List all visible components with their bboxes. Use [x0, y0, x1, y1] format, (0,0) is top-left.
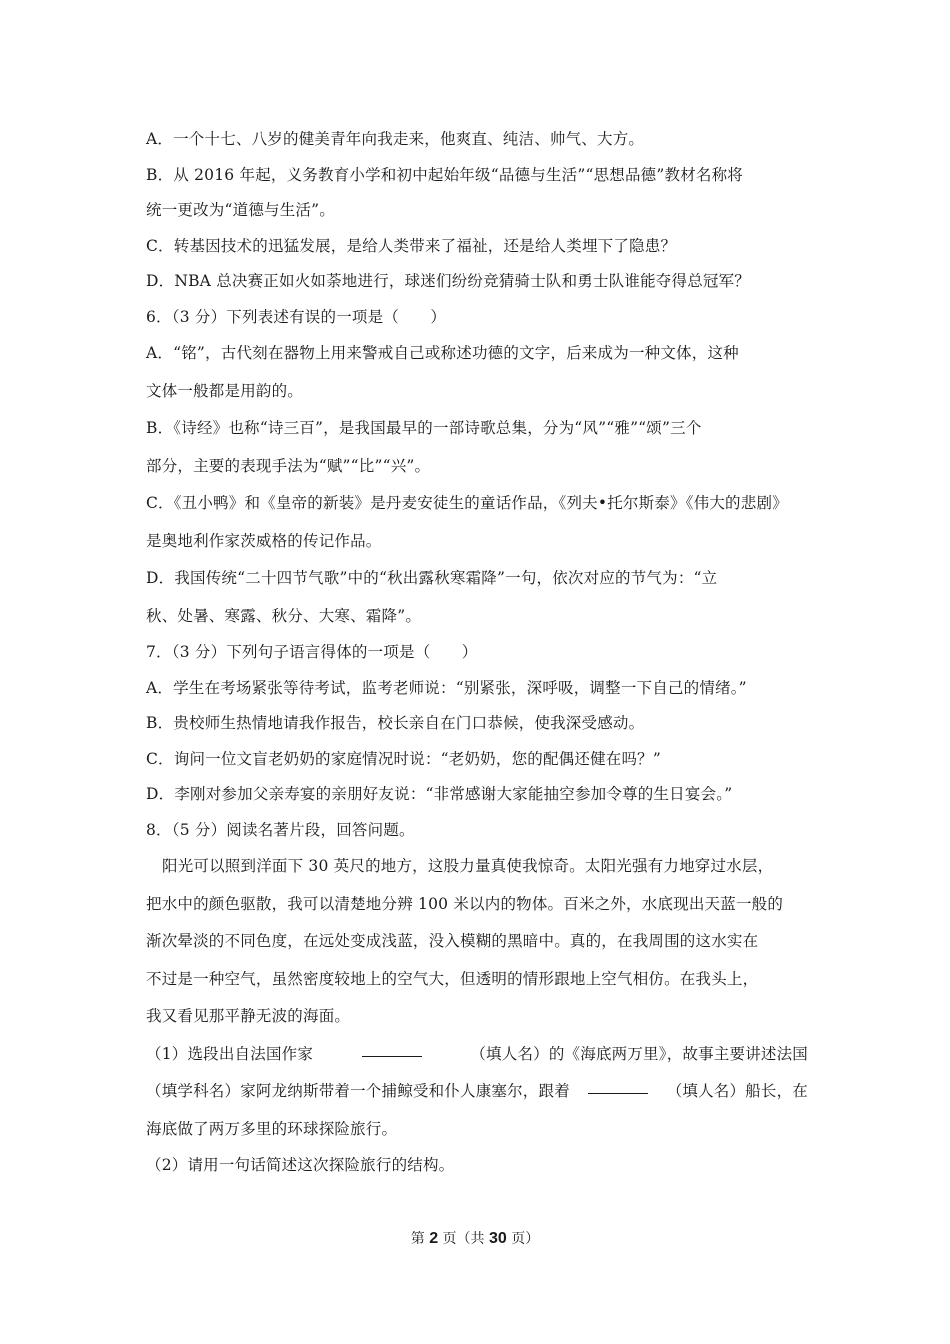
q5-option-d: D．NBA 总决赛正如火如荼地进行，球迷们纷纷竞猜骑士队和勇士队谁能夺得总冠军？: [146, 272, 751, 290]
q8-passage-line4: 不过是一种空气，虽然密度较地上的空气大，但透明的情形跟地上空气相仿。在我头上，: [146, 969, 759, 988]
q7-option-c: C．询问一位文盲老奶奶的家庭情况时说：“老奶奶，您的配偶还健在吗？”: [146, 749, 662, 768]
q6-option-b-line2: 部分，主要的表现手法为“赋”“比”“兴”。: [146, 456, 431, 475]
q8-stem: 8．（5 分）阅读名著片段，回答问题。: [146, 820, 415, 839]
q8-sub1-text-d: （填人名）船长，在: [666, 1082, 808, 1100]
q6-option-a-line1: A．“铭”，古代刻在器物上用来警戒自己或称述功德的文字，后来成为一种文体，这种: [146, 344, 739, 362]
page-content: [146, 122, 808, 1184]
q5-option-b-line2: 统一更改为“道德与生活”。: [146, 201, 335, 219]
q7-stem: 7．（3 分）下列句子语言得体的一项是（ ）: [146, 643, 478, 661]
q8-sub1-line2: [146, 1073, 808, 1111]
q7-option-b: B．贵校师生热情地请我作报告，校长亲自在门口恭候，使我深受感动。: [146, 714, 645, 732]
q8-sub1-line1: [146, 1036, 808, 1074]
q5-option-c: C．转基因技术的迅猛发展，是给人类带来了福祉，还是给人类埋下了隐患？: [146, 236, 677, 255]
q8-passage-line5: 我又看见那平静无波的海面。: [146, 1007, 351, 1025]
q8-sub1-text-a: （1）选段出自法国作家: [146, 1044, 314, 1063]
q6-stem: 6．（3 分）下列表述有误的一项是（ ）: [146, 307, 447, 326]
q6-option-c-line1: C．《丑小鸭》和《皇帝的新装》是丹麦安徒生的童话作品，《列夫•托尔斯泰》《伟大的悲剧》: [146, 494, 788, 512]
q6-option-d-line2: 秋、处暑、寒露、秋分、大寒、霜降”。: [146, 606, 422, 625]
q8-passage-line2: 把水中的颜色驱散，我可以清楚地分辨 100 米以内的物体。百米之外，水底现出天蓝一般的: [146, 894, 784, 913]
q8-sub1-text-c: （填学科名）家阿龙纳斯带着一个捕鲸受和仆人康塞尔，跟着: [146, 1082, 570, 1100]
page-footer: [0, 1228, 950, 1248]
q5-option-a: A．一个十七、八岁的健美青年向我走来，他爽直、纯洁、帅气、大方。: [146, 130, 645, 148]
q6-option-c-line2: 是奥地利作家茨威格的传记作品。: [146, 531, 382, 550]
captain-answer-blank[interactable]: [588, 1073, 648, 1094]
q6-option-b-line1: B．《诗经》也称“诗三百”，是我国最早的一部诗歌总集，分为“风”“雅”“颂”三个: [146, 419, 702, 437]
q8-sub1-line3: 海底做了两万多里的环球探险旅行。: [146, 1119, 398, 1138]
q8-passage-line3: 渐次晕淡的不同色度，在远处变成浅蓝，没入模糊的黑暗中。真的，在我周围的这水实在: [146, 932, 759, 950]
footer-middle: 页（共: [442, 1231, 485, 1247]
q7-option-a: A．学生在考场紧张等待考试，监考老师说：“别紧张，深呼吸，调整一下自己的情绪。”: [146, 678, 747, 697]
q6-option-a-line2: 文体一般都是用韵的。: [146, 381, 304, 400]
q8-sub2: （2）请用一句话简述这次探险旅行的结构。: [146, 1156, 455, 1174]
q6-option-d-line1: D．我国传统“二十四节气歌”中的“秋出露秋寒霜降”一句，依次对应的节气为：“立: [146, 569, 718, 587]
footer-prefix: 第: [410, 1231, 425, 1247]
author-answer-blank[interactable]: [362, 1036, 422, 1057]
q8-sub1-text-b: （填人名）的《海底两万里》，故事主要讲述法国: [470, 1044, 808, 1063]
q7-option-d: D．李刚对参加父亲寿宴的亲朋好友说：“非常感谢大家能抽空参加令尊的生日宴会。”: [146, 785, 733, 803]
footer-page-number: 2: [429, 1230, 439, 1247]
q5-option-b-line1: B．从 2016 年起，义务教育小学和初中起始年级“品德与生活”“思想品德”教材名称将: [146, 165, 743, 184]
footer-total-pages: 30: [489, 1230, 507, 1247]
q8-passage-line1: 阳光可以照到洋面下 30 英尺的地方，这股力量真使我惊奇。太阳光强有力地穿过水层，: [162, 857, 774, 875]
footer-suffix: 页）: [511, 1231, 540, 1247]
